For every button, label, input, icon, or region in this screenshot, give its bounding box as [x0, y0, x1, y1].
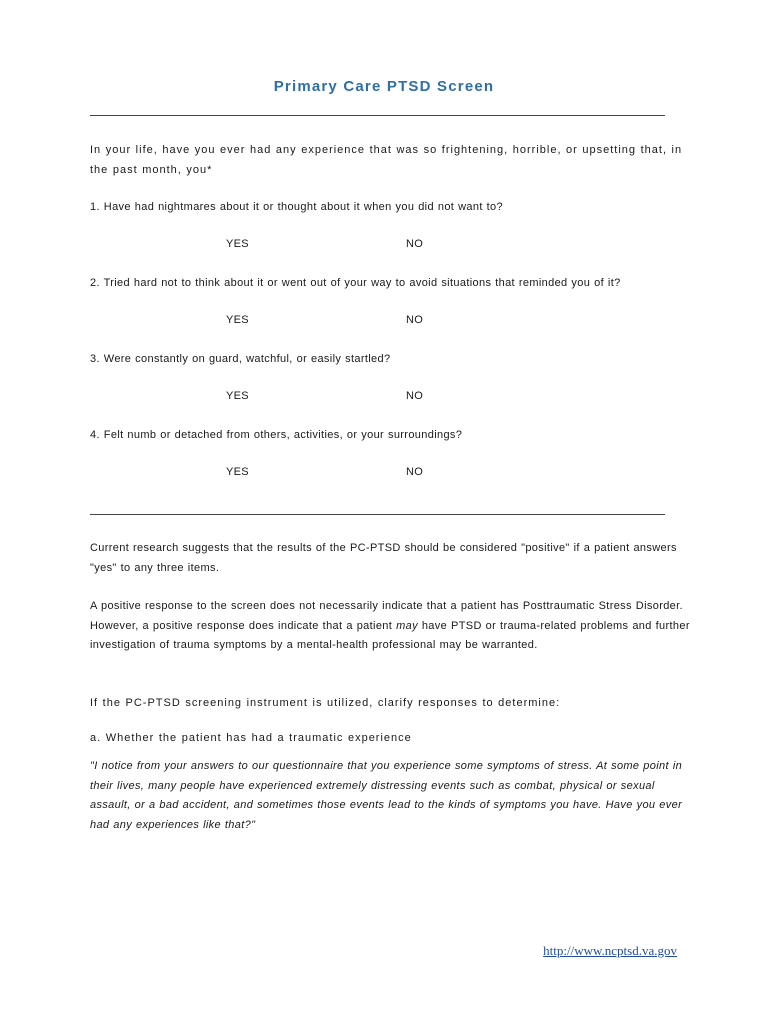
question-4-yes-option[interactable]: YES [226, 466, 249, 478]
ncptsd-website-link[interactable]: http://www.ncptsd.va.gov [543, 943, 677, 958]
positive-response-text-end: have PTSD or trauma-related problems and further investigation of trauma symptoms by a mental-health professional may be warranted. [90, 619, 690, 651]
question-1: 1. Have had nightmares about it or thought about it when you did not want to? [90, 201, 503, 213]
clarify-item-a: a. Whether the patient has had a traumatic experience [90, 732, 412, 744]
question-4-no-option[interactable]: NO [406, 466, 424, 478]
positive-response-paragraph [90, 597, 690, 656]
positive-response-text-start: A positive response to the screen does not necessarily indicate that a patient has Posttraumatic Stress Disorder. However, a positive response does indicate that a patient [90, 600, 683, 632]
question-1-no-option[interactable]: NO [406, 238, 424, 250]
research-note: Current research suggests that the results of the PC-PTSD should be considered "positive" if a patient answers "yes" to any three items. [90, 542, 677, 574]
page-title: Primary Care PTSD Screen [273, 78, 495, 95]
question-1-yes-option[interactable]: YES [226, 238, 249, 250]
intro-text: In your life, have you ever had any experience that was so frightening, horrible, or upsetting that, in the past month, you* [90, 144, 683, 176]
question-3-no-option[interactable]: NO [406, 390, 424, 402]
positive-response-emphasis: may [396, 619, 418, 632]
question-3: 3. Were constantly on guard, watchful, or easily startled? [90, 353, 391, 365]
middle-divider [90, 514, 665, 515]
question-4: 4. Felt numb or detached from others, activities, or your surroundings? [90, 429, 463, 441]
clinician-quote: "I notice from your answers to our questionnaire that you experience some symptoms of stress. At some point in their lives, many people have experienced extremely distressing events such as combat, physical or sexual assault, or a bad accident, and sometimes those events lead to the kinds of symptoms you have. Have you ever had any experiences like that?" [90, 760, 683, 831]
clarify-heading: If the PC-PTSD screening instrument is utilized, clarify responses to determine: [90, 697, 561, 709]
question-2-no-option[interactable]: NO [406, 314, 424, 326]
top-divider [90, 115, 665, 116]
question-3-yes-option[interactable]: YES [226, 390, 249, 402]
question-2: 2. Tried hard not to think about it or went out of your way to avoid situations that reminded you of it? [90, 277, 621, 289]
question-2-yes-option[interactable]: YES [226, 314, 249, 326]
